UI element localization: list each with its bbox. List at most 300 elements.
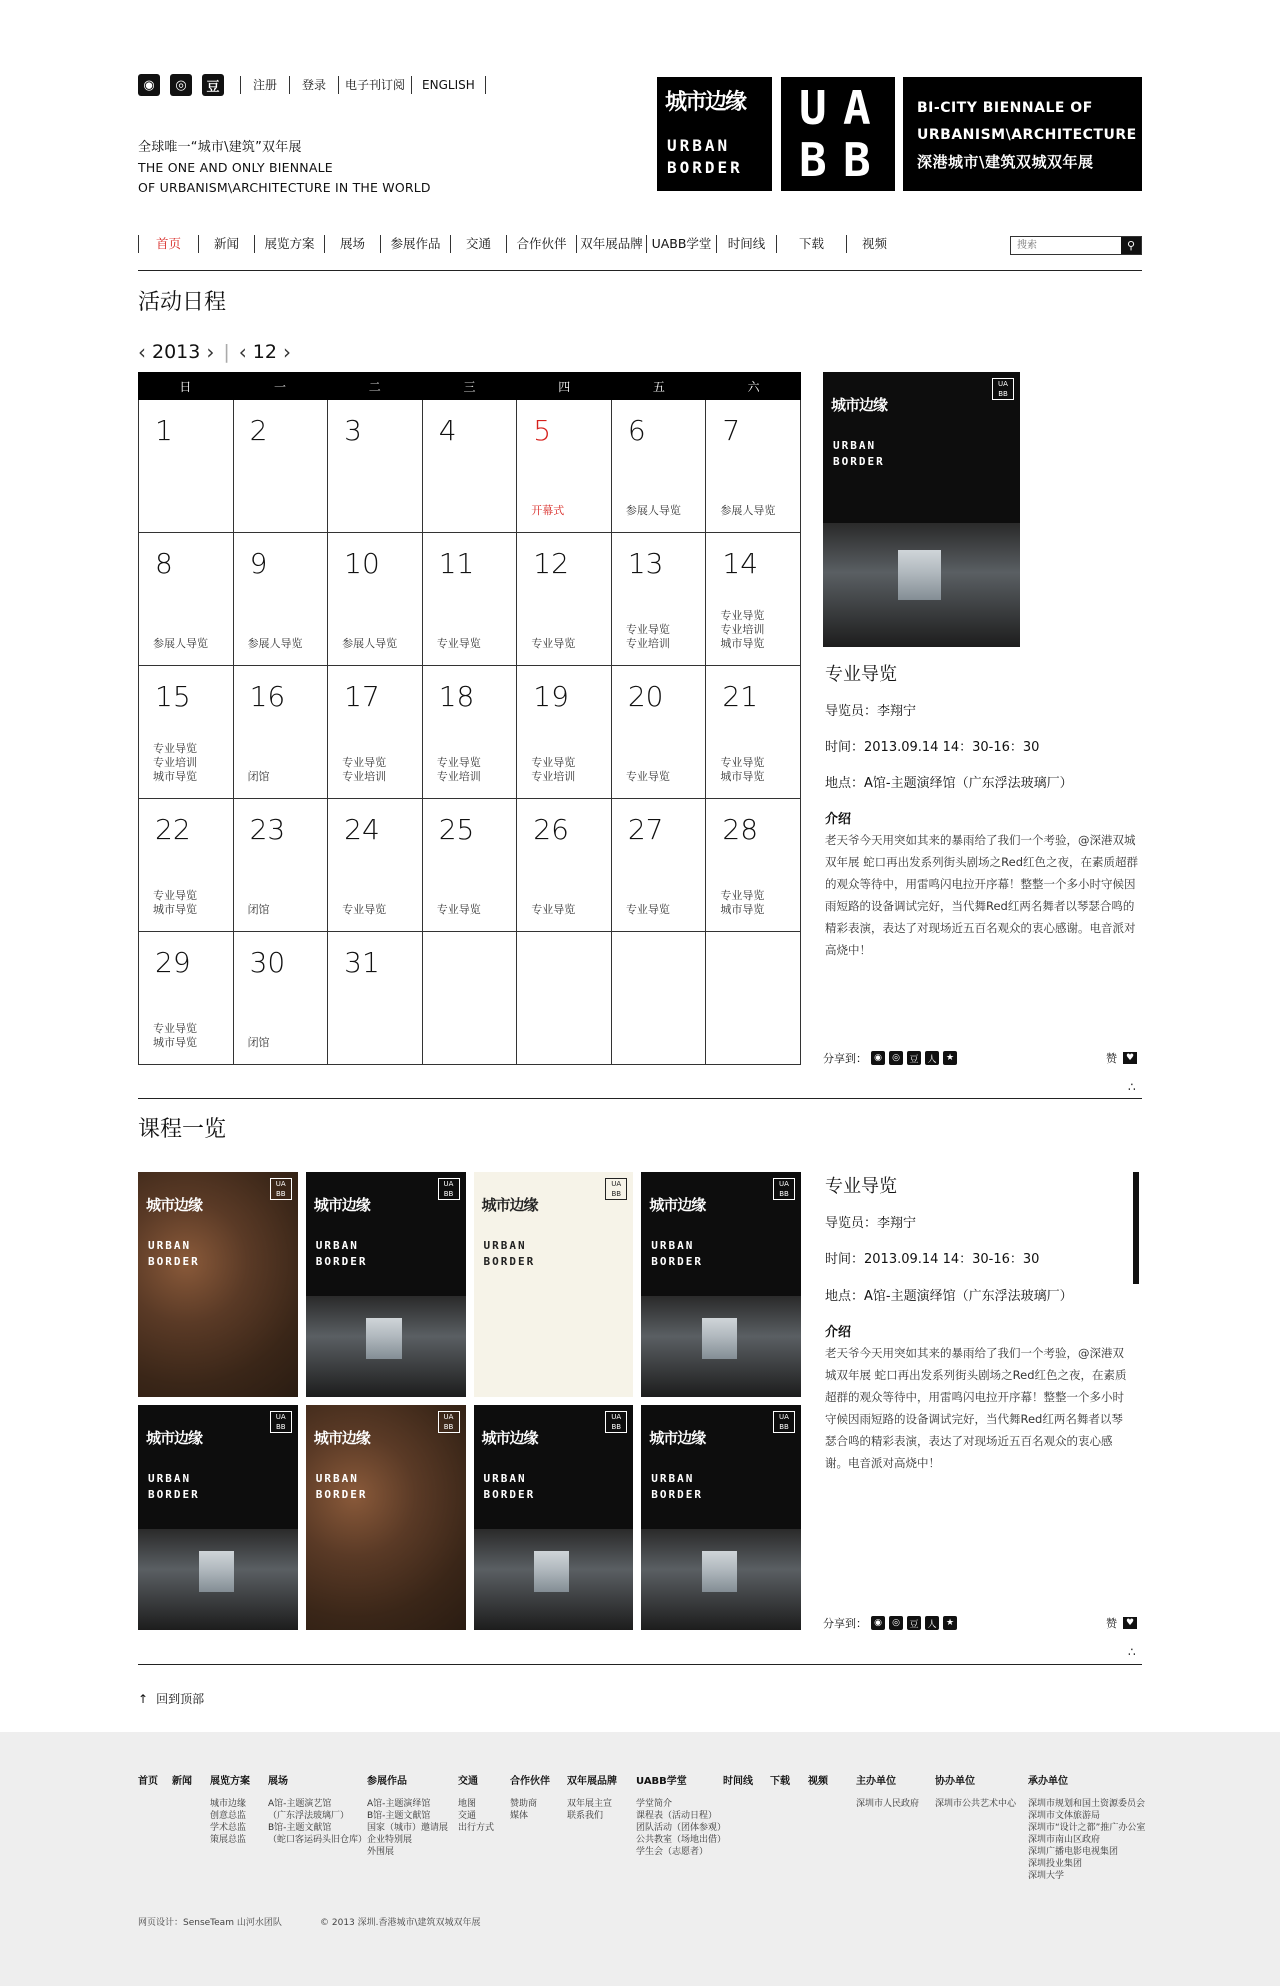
footer-column — [268, 1776, 367, 1846]
calendar-day-cell[interactable] — [517, 400, 612, 533]
nav-item-9[interactable]: 时间线 — [716, 235, 776, 253]
footer-link[interactable]: 深圳市人民政府 — [856, 1799, 920, 1809]
day-number: 9 — [249, 547, 268, 580]
poster-title-en — [651, 1238, 703, 1270]
day-number: 5 — [533, 414, 552, 447]
calendar-day-cell[interactable] — [234, 799, 329, 932]
nav-item-3[interactable]: 展场 — [324, 235, 380, 253]
calendar-day-cell[interactable] — [139, 799, 234, 932]
course-more-icon[interactable]: ∴ — [1128, 1645, 1136, 1659]
event-detail-panel — [823, 372, 1143, 647]
nav-separator: | — [223, 341, 230, 363]
bicity-line-2: URBANISM\ARCHITECTURE — [917, 127, 1137, 143]
footer-link[interactable]: 深圳投业集团 — [1028, 1859, 1083, 1869]
day-number: 26 — [533, 813, 569, 846]
footer-link[interactable]: 深圳大学 — [1028, 1871, 1065, 1881]
tagline — [138, 138, 431, 198]
footer-heading[interactable]: 展览方案 — [210, 1776, 250, 1787]
search-icon[interactable]: ⚲ — [1121, 237, 1141, 254]
footer-heading[interactable]: 新闻 — [172, 1776, 192, 1787]
logo-ub-zh: 城市边缘 — [665, 90, 746, 115]
footer-column — [770, 1776, 790, 1798]
share-renren-icon[interactable]: 人 — [925, 1051, 939, 1065]
poster-en-2: BORDER — [483, 1255, 536, 1268]
douban-icon[interactable]: 豆 — [202, 74, 224, 96]
back-to-top-label: 回到顶部 — [156, 1692, 205, 1706]
day-number: 30 — [249, 946, 286, 979]
calendar-day-cell[interactable] — [423, 533, 518, 666]
footer-link[interactable]: 双年展主宣 — [567, 1799, 613, 1809]
weekday-3: 三 — [463, 379, 476, 394]
event-poster[interactable] — [823, 372, 1020, 647]
poster-en-1: URBAN — [315, 1472, 359, 1485]
footer-column — [1028, 1776, 1145, 1882]
calendar-grid — [138, 400, 801, 1065]
day-number: 7 — [722, 414, 741, 447]
course-detail-intro-heading: 介绍 — [825, 1325, 852, 1340]
footer-heading[interactable]: 合作伙伴 — [510, 1776, 550, 1787]
calendar-day-cell[interactable] — [612, 533, 707, 666]
detail-place: 地点：A馆-主题演绎馆（广东浮法玻璃厂） — [825, 776, 1073, 791]
course-detail-title: 专业导览 — [825, 1176, 897, 1197]
footer-link[interactable]: 学堂简介 — [636, 1799, 673, 1809]
footer-link[interactable]: 深圳市“设计之都”推广办公室 — [1028, 1823, 1146, 1833]
course-heart-icon: ♥ — [1123, 1617, 1137, 1629]
poster-en-1: URBAN — [651, 1472, 695, 1485]
uabb-letter-a: A — [843, 81, 871, 135]
weekday-0: 日 — [179, 379, 192, 394]
share-label: 分享到： — [823, 1052, 867, 1065]
footer-link[interactable]: 创意总监 — [210, 1811, 247, 1821]
footer-heading[interactable]: 展场 — [268, 1776, 288, 1787]
course-share-weibo-icon[interactable]: ◎ — [889, 1616, 903, 1630]
day-number: 4 — [438, 414, 457, 447]
day-events: 专业导览 专业培训 — [625, 623, 670, 650]
nav-item-4[interactable]: 参展作品 — [380, 235, 450, 253]
social-icons — [138, 74, 224, 96]
day-events: 专业导览 城市导览 — [720, 889, 765, 916]
calendar-day-cell[interactable] — [517, 799, 612, 932]
day-events: 专业导览 专业培训 城市导览 — [153, 742, 197, 783]
calendar-day-cell[interactable] — [234, 400, 329, 533]
subscribe-link[interactable]: 电子刊订阅 — [339, 76, 412, 94]
footer-column — [458, 1776, 494, 1834]
footer-link[interactable]: 国家（城市）邀请展 — [367, 1823, 449, 1833]
course-detail-intro: 老天爷今天用突如其来的暴雨给了我们一个考验，@深港双城双年展 蛇口再出发系列街头剧场之Red红色之夜，在素质超群的观众等待中，用雷鸣闪电拉开序幕！整整一个多小时守候因雨短路的设备调试完好，当代舞Red红两名舞者以琴瑟合鸣的精彩表演，表达了对现场近五百名观众的衷心感谢。电音派对高烧中！ — [825, 1346, 1127, 1470]
day-number: 29 — [155, 946, 191, 979]
detail-guide: 导览员：李翔宁 — [825, 704, 917, 719]
prev-year-icon[interactable]: ‹ — [138, 340, 146, 364]
calendar — [138, 372, 801, 1065]
footer-link[interactable]: A馆-主题演绎馆 — [367, 1799, 431, 1809]
uabb-logo[interactable] — [781, 77, 895, 191]
footer-link[interactable]: 出行方式 — [458, 1823, 495, 1833]
day-number: 10 — [344, 547, 380, 580]
calendar-day-cell[interactable] — [234, 932, 329, 1065]
footer-heading[interactable]: 双年展品牌 — [567, 1776, 617, 1787]
footer-heading[interactable]: 时间线 — [723, 1776, 753, 1787]
share-weibo-icon[interactable]: ◎ — [889, 1051, 903, 1065]
uabb-letter-b1: B — [799, 133, 827, 187]
day-events: 专业导览 城市导览 — [153, 1022, 197, 1049]
footer-link[interactable]: 深圳市南山区政府 — [1028, 1835, 1101, 1845]
day-number: 3 — [344, 414, 362, 447]
next-month-icon[interactable]: › — [282, 340, 291, 364]
nav-item-0[interactable]: 首页 — [138, 235, 198, 253]
share-star-icon[interactable]: ★ — [943, 1051, 957, 1065]
footer-column — [138, 1776, 158, 1798]
next-year-icon[interactable]: › — [206, 340, 215, 364]
footer-link[interactable]: A馆-主题演艺馆 — [268, 1799, 332, 1809]
poster-uabb-mark: UA BB — [270, 1411, 292, 1433]
poster-en-1: URBAN — [651, 1239, 695, 1252]
day-number: 1 — [155, 414, 173, 447]
footer-link[interactable]: （广东浮法玻璃厂） — [268, 1811, 350, 1821]
poster-en-2: BORDER — [483, 1488, 536, 1501]
course-detail-guide: 导览员：李翔宁 — [825, 1216, 917, 1231]
calendar-divider — [138, 1098, 1142, 1099]
poster-uabb-mark: UA BB — [773, 1178, 795, 1200]
logo-ub-en — [667, 135, 743, 179]
day-events: 专业导览 — [342, 903, 387, 916]
course-poster[interactable] — [306, 1172, 466, 1397]
calendar-day-cell[interactable] — [612, 799, 707, 932]
footer-heading[interactable]: 交通 — [458, 1776, 478, 1787]
day-events: 闭馆 — [247, 1036, 270, 1049]
nav-item-1[interactable]: 新闻 — [198, 235, 254, 253]
like-button[interactable] — [1106, 1050, 1137, 1066]
calendar-day-cell[interactable] — [517, 666, 612, 799]
calendar-day-cell[interactable] — [328, 533, 423, 666]
day-events: 专业导览 专业培训 — [531, 756, 576, 783]
poster-en-2: BORDER — [315, 1488, 368, 1501]
course-share-wechat-icon[interactable]: ◉ — [871, 1616, 885, 1630]
day-number: 16 — [249, 680, 286, 713]
footer-heading[interactable]: 视频 — [808, 1776, 828, 1787]
weekday-5: 五 — [652, 379, 665, 394]
calendar-day-cell[interactable] — [328, 932, 423, 1065]
poster-title-en — [484, 1238, 536, 1270]
day-number: 21 — [722, 680, 759, 713]
poster-en-2: BORDER — [651, 1488, 703, 1501]
poster-image — [138, 1529, 298, 1630]
course-share-star-icon[interactable]: ★ — [943, 1616, 957, 1630]
footer-column — [367, 1776, 448, 1858]
calendar-day-cell[interactable] — [706, 799, 801, 932]
logo-ub-en-1: URBAN — [667, 136, 731, 155]
poster-image — [641, 1296, 801, 1397]
share-bar — [823, 1050, 957, 1066]
footer-link[interactable]: 交通 — [458, 1811, 477, 1821]
tagline-en-2: OF URBANISM\ARCHITECTURE IN THE WORLD — [138, 180, 431, 195]
calendar-day-cell — [706, 932, 801, 1065]
courses-divider — [138, 1664, 1142, 1665]
bicity-logo[interactable] — [903, 77, 1142, 191]
poster-uabb-mark: UA BB — [270, 1178, 292, 1200]
footer-column — [172, 1776, 192, 1798]
day-number: 19 — [533, 680, 569, 713]
course-share-label: 分享到： — [823, 1617, 867, 1630]
poster-image — [474, 1529, 634, 1630]
poster-en-2: BORDER — [651, 1255, 703, 1268]
day-number: 8 — [155, 547, 173, 580]
day-number: 25 — [438, 813, 475, 846]
day-events: 参展人导览 — [342, 637, 398, 650]
day-events: 参展人导览 — [153, 637, 208, 650]
footer-column — [567, 1776, 617, 1822]
nav-item-10[interactable]: 下载 — [776, 235, 846, 253]
poster-en-1: URBAN — [833, 439, 877, 452]
day-number: 23 — [249, 813, 286, 846]
day-events: 参展人导览 — [247, 637, 303, 650]
nav-item-8[interactable]: UABB学堂 — [646, 235, 716, 253]
prev-month-icon[interactable]: ‹ — [238, 340, 247, 364]
tagline-en-1: THE ONE AND ONLY BIENNALE — [138, 160, 333, 175]
uabb-letter-b2: B — [843, 133, 871, 187]
course-poster[interactable] — [641, 1172, 801, 1397]
poster-en-2: BORDER — [148, 1255, 200, 1268]
calendar-day-cell[interactable] — [706, 666, 801, 799]
calendar-day-cell[interactable] — [139, 932, 234, 1065]
calendar-day-cell[interactable] — [706, 400, 801, 533]
calendar-day-cell[interactable] — [139, 400, 234, 533]
nav-item-11[interactable]: 视频 — [846, 235, 902, 253]
share-wechat-icon[interactable]: ◉ — [871, 1051, 885, 1065]
day-events: 专业导览 专业培训 城市导览 — [720, 609, 765, 650]
footer-link[interactable]: B馆-主题文献馆 — [367, 1811, 431, 1821]
footer-credit: 网页设计：SenseTeam 山河水团队 — [138, 1918, 282, 1928]
poster-title-zh: 城市边缘 — [146, 1429, 203, 1447]
weekday-4: 四 — [558, 379, 571, 394]
poster-title-zh: 城市边缘 — [481, 1196, 538, 1214]
footer-link[interactable]: 课程表（活动日程） — [636, 1811, 718, 1821]
day-events: 专业导览 — [531, 903, 576, 916]
footer-link[interactable]: 公共教室（场地出借） — [636, 1835, 727, 1845]
calendar-day-cell[interactable] — [423, 666, 518, 799]
nav-item-2[interactable]: 展览方案 — [254, 235, 324, 253]
footer-link[interactable]: 媒体 — [510, 1811, 529, 1821]
day-number: 2 — [249, 414, 268, 447]
footer-link[interactable]: 深圳市公共艺术中心 — [935, 1799, 1017, 1809]
day-events: 专业导览 — [625, 903, 670, 916]
course-like-button[interactable] — [1106, 1615, 1137, 1631]
login-link[interactable]: 登录 — [290, 76, 339, 94]
english-link[interactable]: ENGLISH — [412, 76, 486, 94]
detail-intro-heading: 介绍 — [825, 812, 852, 827]
footer-heading[interactable]: 下载 — [770, 1776, 790, 1787]
footer-link[interactable]: 深圳市规划和国土资源委员会 — [1028, 1799, 1146, 1809]
poster-title-en — [148, 1471, 200, 1503]
calendar-weekdays — [138, 372, 801, 400]
calendar-day-cell[interactable] — [423, 400, 518, 533]
footer-link[interactable]: 赞助商 — [510, 1799, 538, 1809]
tagline-zh: 全球唯一“城市\建筑”双年展 — [138, 140, 302, 155]
poster-uabb-mark: UA BB — [438, 1178, 460, 1200]
footer-heading[interactable]: 主办单位 — [856, 1776, 896, 1787]
bicity-line-zh: 深港城市\建筑双城双年展 — [917, 153, 1094, 171]
poster-title-en — [148, 1238, 200, 1270]
day-events: 专业导览 专业培训 — [342, 756, 387, 783]
poster-title-zh: 城市边缘 — [313, 1429, 370, 1447]
poster-en-2: BORDER — [833, 455, 885, 468]
footer-link[interactable]: 联系我们 — [567, 1811, 604, 1821]
weekday-2: 二 — [368, 379, 381, 394]
poster-image — [306, 1296, 466, 1397]
month-value: 12 — [252, 341, 277, 363]
urban-border-logo[interactable] — [657, 77, 772, 191]
course-detail-place: 地点：A馆-主题演绎馆（广东浮法玻璃厂） — [825, 1289, 1073, 1304]
footer-link[interactable]: 企业特别展 — [367, 1835, 413, 1845]
detail-scrollbar[interactable] — [1133, 1172, 1139, 1284]
footer-column — [856, 1776, 919, 1810]
day-events: 专业导览 — [436, 637, 481, 650]
poster-uabb-mark: UA BB — [773, 1411, 795, 1433]
poster-title-zh: 城市边缘 — [313, 1196, 370, 1214]
day-number: 18 — [438, 680, 475, 713]
search-box — [1010, 236, 1142, 255]
course-share-douban-icon[interactable]: 豆 — [907, 1616, 921, 1630]
uabb-letter-u: U — [799, 81, 827, 135]
day-number: 6 — [627, 414, 646, 447]
back-to-top-link[interactable] — [138, 1690, 204, 1707]
arrow-up-icon: ↑ — [138, 1691, 149, 1706]
courses-title: 课程一览 — [138, 1117, 227, 1142]
day-number: 28 — [722, 813, 759, 846]
poster-en-1: URBAN — [483, 1472, 527, 1485]
course-detail-time: 时间：2013.09.14 14：30-16：30 — [825, 1252, 1040, 1267]
calendar-day-cell[interactable] — [139, 533, 234, 666]
course-share-bar — [823, 1615, 957, 1631]
day-events: 专业导览 城市导览 — [153, 889, 197, 916]
poster-en-1: URBAN — [483, 1239, 527, 1252]
calendar-day-cell — [423, 932, 518, 1065]
footer-heading[interactable]: 承办单位 — [1028, 1776, 1068, 1787]
course-poster[interactable] — [138, 1405, 298, 1630]
poster-uabb-mark: UA BB — [992, 378, 1014, 400]
footer-column — [210, 1776, 250, 1846]
calendar-day-cell[interactable] — [234, 533, 329, 666]
poster-en-1: URBAN — [148, 1239, 192, 1252]
course-poster[interactable] — [474, 1172, 634, 1397]
poster-uabb-mark: UA BB — [605, 1411, 627, 1433]
detail-intro: 老天爷今天用突如其来的暴雨给了我们一个考验，@深港双城双年展 蛇口再出发系列街头剧场之Red红色之夜，在素质超群的观众等待中，用雷鸣闪电拉开序幕！整整一个多小时守候因雨短路的设备调试完好，当代舞Red红两名舞者以琴瑟合鸣的精彩表演，表达了对现场近五百名观众的衷心感谢。电音派对高烧中！ — [825, 833, 1139, 957]
weibo-icon[interactable]: ◎ — [170, 74, 192, 96]
footer-link[interactable]: 深圳广播电影电视集团 — [1028, 1847, 1119, 1857]
day-events: 专业导览 城市导览 — [720, 756, 765, 783]
more-icon[interactable]: ∴ — [1128, 1080, 1136, 1094]
day-events: 专业导览 — [625, 770, 670, 783]
day-events: 专业导览 专业培训 — [436, 756, 481, 783]
nav-item-5[interactable]: 交通 — [450, 235, 506, 253]
calendar-day-cell — [517, 932, 612, 1065]
calendar-day-cell[interactable] — [328, 666, 423, 799]
calendar-day-cell[interactable] — [328, 400, 423, 533]
day-number: 12 — [533, 547, 569, 580]
footer-link[interactable]: 团队活动（团体参观） — [636, 1823, 727, 1833]
course-poster[interactable] — [641, 1405, 801, 1630]
day-events: 开幕式 — [531, 504, 565, 517]
top-links — [240, 76, 486, 94]
footer-heading[interactable]: 协办单位 — [935, 1776, 975, 1787]
course-gallery — [138, 1172, 801, 1630]
day-number: 27 — [627, 813, 664, 846]
footer-link[interactable]: 策展总监 — [210, 1835, 247, 1845]
search-input[interactable] — [1011, 237, 1121, 254]
footer-link[interactable]: 外围展 — [367, 1847, 395, 1857]
footer-column — [935, 1776, 1016, 1810]
calendar-day-cell[interactable] — [139, 666, 234, 799]
poster-en-2: BORDER — [148, 1488, 200, 1501]
day-events: 专业导览 — [436, 903, 481, 916]
footer-heading[interactable]: 参展作品 — [367, 1776, 407, 1787]
footer-link[interactable]: 学术总监 — [210, 1823, 247, 1833]
footer-link[interactable]: 学生会（志愿者） — [636, 1847, 709, 1857]
day-number: 15 — [155, 680, 191, 713]
course-poster[interactable] — [474, 1405, 634, 1630]
poster-title-zh: 城市边缘 — [649, 1196, 706, 1214]
footer-heading[interactable]: UABB学堂 — [636, 1776, 687, 1787]
poster-en-1: URBAN — [315, 1239, 359, 1252]
share-douban-icon[interactable]: 豆 — [907, 1051, 921, 1065]
day-number: 22 — [155, 813, 191, 846]
calendar-day-cell[interactable] — [612, 400, 707, 533]
footer-link[interactable]: （蛇口客运码头旧仓库） — [268, 1835, 368, 1845]
calendar-day-cell[interactable] — [423, 799, 518, 932]
footer-link[interactable]: 城市边缘 — [210, 1799, 247, 1809]
day-events: 闭馆 — [247, 903, 270, 916]
bicity-line-1: BI-CITY BIENNALE OF — [917, 100, 1093, 116]
footer-heading[interactable]: 首页 — [138, 1776, 158, 1787]
course-poster[interactable] — [306, 1405, 466, 1630]
day-number: 13 — [627, 547, 664, 580]
day-events: 闭馆 — [247, 770, 270, 783]
course-like-label: 赞 — [1106, 1617, 1117, 1630]
poster-image — [823, 523, 1020, 647]
course-share-renren-icon[interactable]: 人 — [925, 1616, 939, 1630]
day-number: 24 — [344, 813, 380, 846]
year-value: 2013 — [152, 341, 201, 363]
footer-link[interactable]: 深圳市文体旅游局 — [1028, 1811, 1101, 1821]
course-poster[interactable] — [138, 1172, 298, 1397]
logo-ub-en-2: BORDER — [667, 158, 743, 177]
calendar-day-cell[interactable] — [612, 666, 707, 799]
day-events: 参展人导览 — [720, 504, 776, 517]
schedule-title: 活动日程 — [138, 290, 227, 315]
footer-link[interactable]: 地图 — [458, 1799, 477, 1809]
detail-time: 时间：2013.09.14 14：30-16：30 — [825, 740, 1040, 755]
calendar-day-cell[interactable] — [517, 533, 612, 666]
poster-en-2: BORDER — [315, 1255, 368, 1268]
heart-icon: ♥ — [1123, 1052, 1137, 1064]
wechat-icon[interactable]: ◉ — [138, 74, 160, 96]
calendar-day-cell[interactable] — [328, 799, 423, 932]
nav-item-6[interactable]: 合作伙伴 — [506, 235, 576, 253]
day-number: 17 — [344, 680, 380, 713]
footer-column — [723, 1776, 753, 1798]
footer-link[interactable]: B馆-主题文献馆 — [268, 1823, 332, 1833]
like-label: 赞 — [1106, 1052, 1117, 1065]
register-link[interactable]: 注册 — [240, 76, 290, 94]
poster-title-en — [651, 1471, 703, 1503]
day-number: 14 — [722, 547, 759, 580]
poster-en-1: URBAN — [148, 1472, 192, 1485]
weekday-1: 一 — [274, 379, 287, 394]
detail-title: 专业导览 — [825, 664, 897, 685]
calendar-day-cell[interactable] — [234, 666, 329, 799]
nav-item-7[interactable]: 双年展品牌 — [576, 235, 646, 253]
calendar-day-cell[interactable] — [706, 533, 801, 666]
day-events: 专业导览 — [531, 637, 576, 650]
